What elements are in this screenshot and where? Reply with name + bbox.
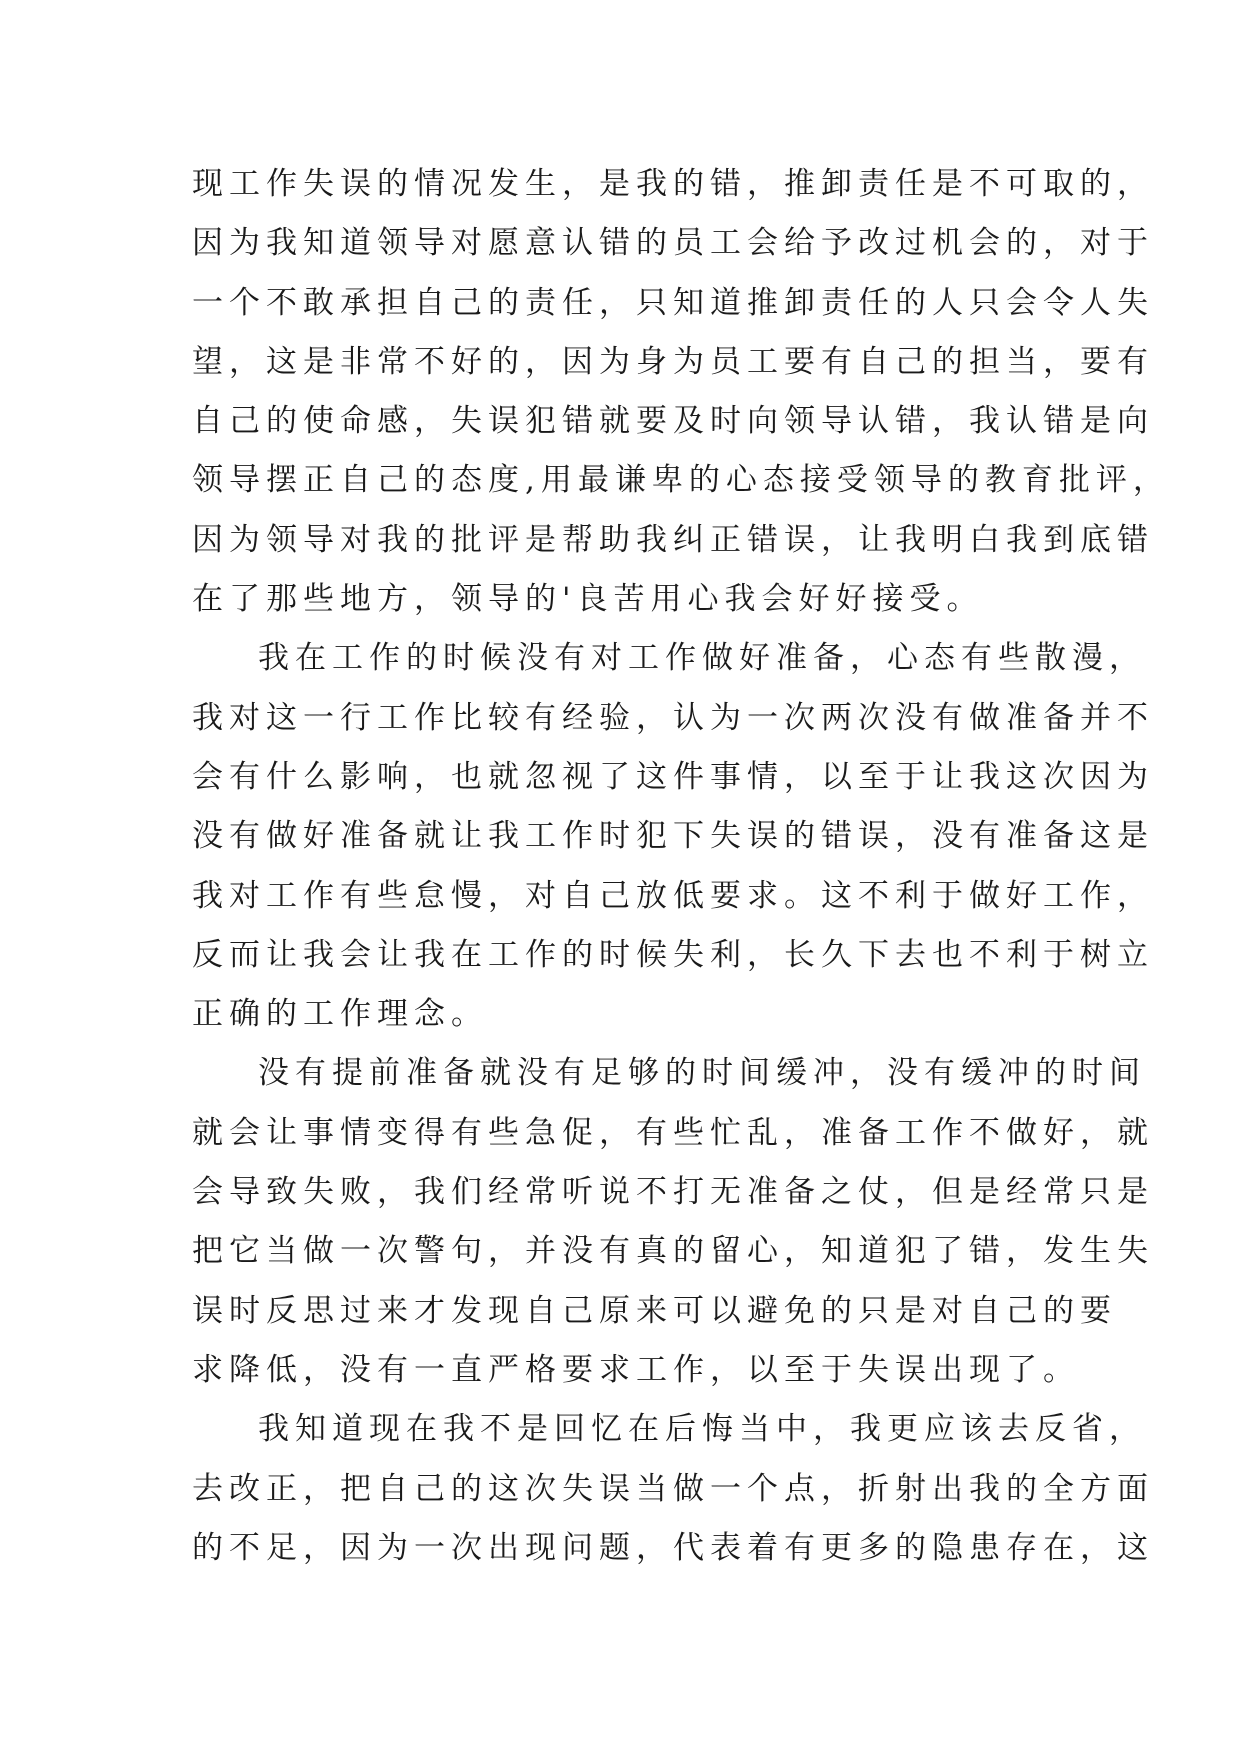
text-line: 在了那些地方，领导的'良苦用心我会好好接受。 bbox=[192, 581, 984, 618]
paragraph-first-line: 我知道现在我不是回忆在后悔当中，我更应该去反省， bbox=[258, 1411, 1146, 1448]
document-body bbox=[192, 155, 1170, 1578]
text-line: 会导致失败，我们经常听说不打无准备之仗，但是经常只是 bbox=[192, 1174, 1154, 1211]
paragraph-first-line: 我在工作的时候没有对工作做好准备，心态有些散漫， bbox=[258, 640, 1146, 677]
text-line: 的不足，因为一次出现问题，代表着有更多的隐患存在，这 bbox=[192, 1529, 1154, 1566]
text-line: 领导摆正自己的态度,用最谦卑的心态接受领导的教育批评， bbox=[192, 462, 1170, 499]
text-line: 因为领导对我的批评是帮助我纠正错误，让我明白我到底错 bbox=[192, 521, 1154, 558]
text-line: 正确的工作理念。 bbox=[192, 996, 488, 1033]
text-line: 现工作失误的情况发生，是我的错，推卸责任是不可取的， bbox=[192, 166, 1154, 202]
text-line: 没有做好准备就让我工作时犯下失误的错误，没有准备这是 bbox=[192, 818, 1154, 855]
text-line: 把它当做一次警句，并没有真的留心，知道犯了错，发生失 bbox=[192, 1233, 1154, 1270]
text-line: 我对工作有些怠慢，对自己放低要求。这不利于做好工作， bbox=[192, 877, 1154, 914]
text-line: 因为我知道领导对愿意认错的员工会给予改过机会的，对于 bbox=[192, 225, 1154, 262]
text-line: 误时反思过来才发现自己原来可以避免的只是对自己的要 bbox=[192, 1292, 1117, 1329]
text-line: 就会让事情变得有些急促，有些忙乱，准备工作不做好，就 bbox=[192, 1114, 1154, 1151]
text-line: 我对这一行工作比较有经验，认为一次两次没有做准备并不 bbox=[192, 699, 1154, 736]
text-line: 反而让我会让我在工作的时候失利，长久下去也不利于树立 bbox=[192, 936, 1154, 973]
text-line: 自己的使命感，失误犯错就要及时向领导认错，我认错是向 bbox=[192, 403, 1154, 440]
text-line: 一个不敢承担自己的责任，只知道推卸责任的人只会令人失 bbox=[192, 284, 1154, 321]
text-line: 去改正，把自己的这次失误当做一个点，折射出我的全方面 bbox=[192, 1470, 1154, 1507]
text-line: 会有什么影响，也就忽视了这件事情，以至于让我这次因为 bbox=[192, 758, 1154, 795]
text-line: 求降低，没有一直严格要求工作，以至于失误出现了。 bbox=[192, 1351, 1080, 1388]
text-line: 望，这是非常不好的，因为身为员工要有自己的担当，要有 bbox=[192, 343, 1154, 380]
paragraph-first-line: 没有提前准备就没有足够的时间缓冲，没有缓冲的时间 bbox=[258, 1055, 1146, 1092]
